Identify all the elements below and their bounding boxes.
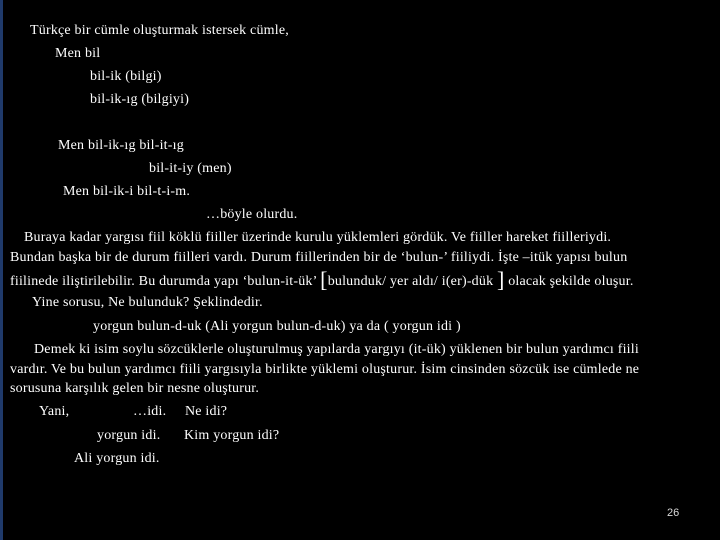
example-yorgun-idi: yorgun idi.	[97, 428, 161, 443]
open-bracket: [	[320, 267, 328, 292]
example-idi: …idi.	[133, 404, 167, 419]
text-line-13: yorgun bulun-d-uk (Ali yorgun bulun-d-uk) ya da ( yorgun idi )	[93, 319, 461, 334]
example-ne-idi: Ne idi?	[185, 404, 228, 419]
text-line-5: Men bil-ik-ıg bil-it-ıg	[58, 138, 184, 153]
example-ali-yorgun-idi: Ali yorgun idi.	[74, 451, 160, 466]
text-line-12: Yine sorusu, Ne bulunduk? Şeklindedir.	[32, 295, 263, 310]
text-line-16: sorusuna karşılık gelen bir nesne oluşturur.	[10, 381, 260, 396]
text-line-10: Bundan başka bir de durum fiilleri vardı. Durum fiillerinden bir de ‘bulun-’ fiiliydi. İşte –itük yapısı bulun	[10, 250, 628, 265]
text-line-2: Men bil	[55, 46, 101, 61]
text-line-15: vardır. Ve bu bulun yardımcı fiili yargısıyla birlikte yüklemi oluşturur. İsim cinsinden sözcük ise cümlede ne	[10, 362, 640, 377]
text-line-7: Men bil-ik-i bil-t-i-m.	[63, 184, 191, 199]
example-yani: Yani,	[39, 404, 70, 419]
text-line-11	[10, 267, 634, 292]
line-11-prefix: fiilinede iliştirilebilir. Bu durumda yapı ‘bulun-it-ük’	[10, 274, 317, 289]
text-line-4: bil-ik-ıg (bilgiyi)	[90, 92, 190, 107]
text-line-3: bil-ik (bilgi)	[90, 69, 162, 84]
text-line-9: Buraya kadar yargısı fiil köklü fiiller üzerinde kurulu yüklemleri gördük. Ve fiiller hareket fiilleriydi.	[24, 230, 612, 245]
close-bracket: ]	[496, 267, 505, 292]
text-line-14: Demek ki isim soylu sözcüklerle oluşturulmuş yapılarda yargıyı (it-ük) yüklenen bir bulun yardımcı fiili	[34, 342, 639, 357]
text-line-1: Türkçe bir cümle oluşturmak istersek cümle,	[30, 23, 289, 38]
text-line-8: …böyle olurdu.	[206, 207, 298, 222]
text-line-6: bil-it-iy (men)	[149, 161, 232, 176]
line-11-suffix: olacak şekilde oluşur.	[508, 274, 634, 289]
line-11-inner: bulunduk/ yer aldı/ i(er)-dük	[327, 274, 494, 289]
example-kim-yorgun-idi: Kim yorgun idi?	[184, 428, 280, 443]
page-number: 26	[667, 507, 680, 519]
